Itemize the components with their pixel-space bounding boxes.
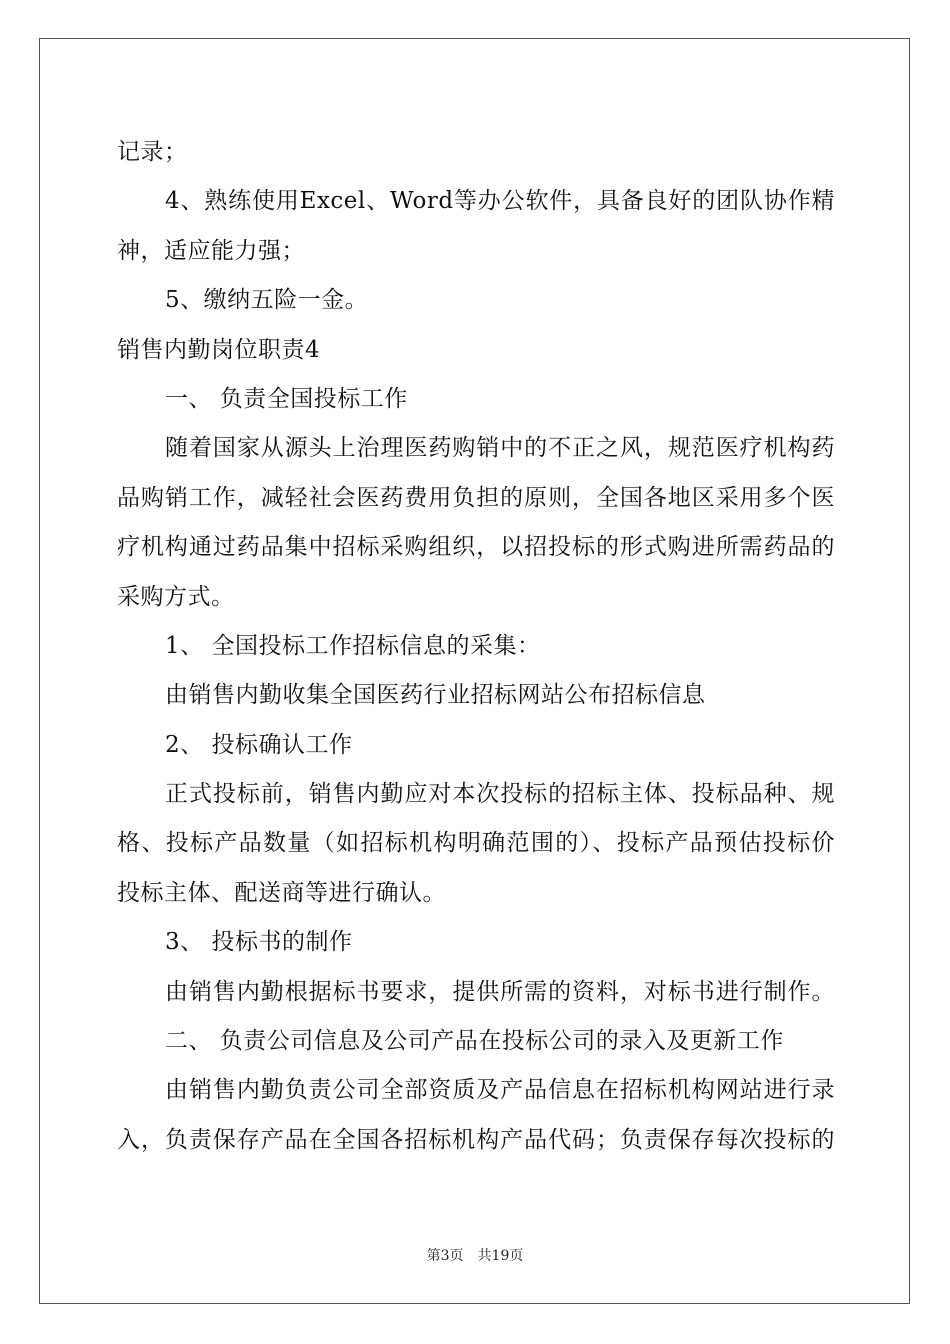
text-line: 随着国家从源头上治理医药购销中的不正之风，规范医疗机构药 (165, 435, 835, 462)
text-line: 记录； (117, 139, 188, 165)
text-line: 由销售内勤负责公司全部资质及产品信息在招标机构网站进行录 (165, 1077, 835, 1104)
text-line: 3、 投标书的制作 (165, 929, 353, 956)
text-line: 1、 全国投标工作招标信息的采集： (165, 632, 541, 659)
text-line: 一、 负责全国投标工作 (165, 385, 408, 412)
text-line: 5、缴纳五险一金。 (165, 287, 369, 314)
text-line: 正式投标前，销售内勤应对本次投标的招标主体、投标品种、规 (165, 781, 835, 808)
text-line: 神，适应能力强； (117, 237, 305, 264)
text-line: 疗机构通过药品集中招标采购组织，以招投标的形式购进所需药品的 (117, 534, 835, 561)
text-line: 入，负责保存产品在全国各招标机构产品代码；负责保存每次投标的 (117, 1126, 835, 1153)
text-line: 品购销工作，减轻社会医药费用负担的原则，全国各地区采用多个医 (117, 484, 835, 511)
page-total: 共19页 (477, 1248, 524, 1264)
text-line: 采购方式。 (117, 583, 235, 610)
text-line: 4、熟练使用Excel、Word等办公软件，具备良好的团队协作精 (165, 188, 835, 215)
text-line: 销售内勤岗位职责4 (117, 336, 321, 363)
text-line: 由销售内勤根据标书要求，提供所需的资料，对标书进行制作。 (165, 978, 835, 1005)
text-line: 投标主体、配送商等进行确认。 (117, 879, 446, 906)
page-number: 第3页 (426, 1248, 464, 1264)
page-footer (0, 1245, 950, 1265)
text-line: 2、 投标确认工作 (165, 731, 353, 758)
text-line: 格、投标产品数量（如招标机构明确范围的）、投标产品预估投标价 (117, 830, 835, 857)
text-line: 由销售内勤收集全国医药行业招标网站公布招标信息 (165, 682, 706, 709)
text-line: 二、 负责公司信息及公司产品在投标公司的录入及更新工作 (165, 1028, 784, 1055)
document-body (117, 128, 835, 1165)
